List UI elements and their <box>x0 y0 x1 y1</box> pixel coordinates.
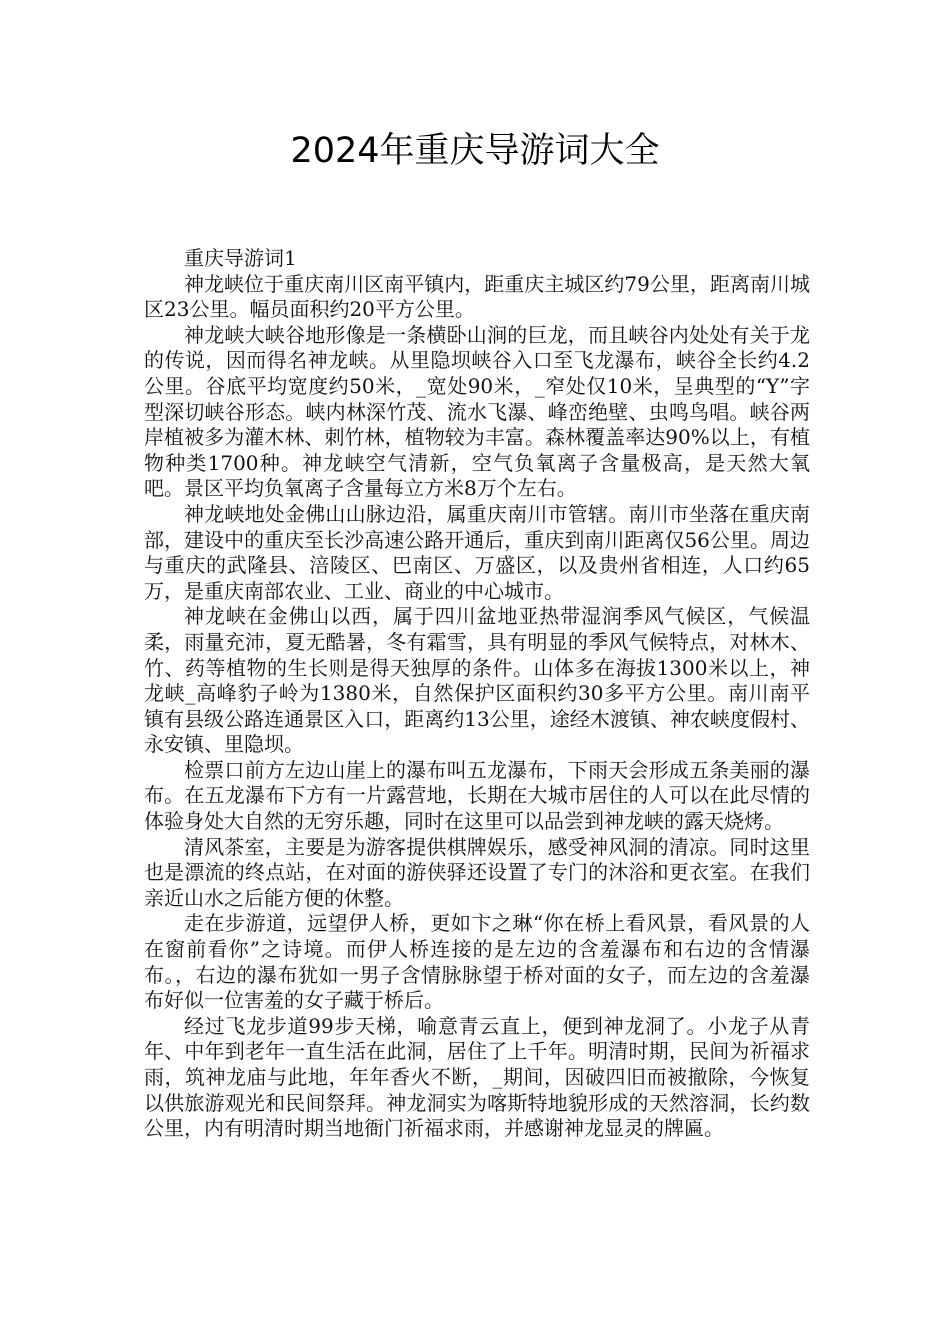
paragraph: 神龙峡在金佛山以西，属于四川盆地亚热带湿润季风气候区，气候温柔，雨量充沛，夏无酷暑，冬有霜雪，具有明显的季风气候特点，对林木、竹、药等植物的生长则是得天独厚的条件。山体多在海拔1300米以上，神龙峡_高峰豹子岭为1380米，自然保护区面积约30多平方公里。南川南平镇有县级公路连通景区入口，距离约13公里，途经木渡镇、神农峡度假村、永安镇、里隐坝。 <box>144 604 810 757</box>
paragraph: 清风茶室，主要是为游客提供棋牌娱乐，感受神风洞的清凉。同时这里也是漂流的终点站，在对面的游侠驿还设置了专门的沐浴和更衣室。在我们亲近山水之后能方便的休整。 <box>144 834 810 910</box>
paragraph: 神龙峡地处金佛山山脉边沿，属重庆南川市管辖。南川市坐落在重庆南部，建设中的重庆至长沙高速公路开通后，重庆到南川距离仅56公里。周边与重庆的武隆县、涪陵区、巴南区、万盛区，以及贵州省相连，人口约65万，是重庆南部农业、工业、商业的中心城市。 <box>144 501 810 603</box>
paragraph: 检票口前方左边山崖上的瀑布叫五龙瀑布，下雨天会形成五条美丽的瀑布。在五龙瀑布下方有一片露营地，长期在大城市居住的人可以在此尽情的体验身处大自然的无穷乐趣，同时在这里可以品尝到神龙峡的露天烧烤。 <box>144 757 810 834</box>
paragraph: 经过飞龙步道99步天梯，喻意青云直上，便到神龙洞了。小龙子从青年、中年到老年一直生活在此洞，居住了上千年。明清时期，民间为祈福求雨，筑神龙庙与此地，年年香火不断，_期间，因破四旧而被撤除，今恢复以供旅游观光和民间祭拜。神龙洞实为喀斯特地貌形成的天然溶洞，长约数公里，内有明清时期当地衙门祈福求雨，并感谢神龙显灵的牌匾。 <box>144 1013 810 1141</box>
paragraph: 神龙峡大峡谷地形像是一条横卧山涧的巨龙，而且峡谷内处处有关于龙的传说，因而得名神龙峡。从里隐坝峡谷入口至飞龙瀑布，峡谷全长约4.2公里。谷底平均宽度约50米，_宽处90米，_窄处仅10米，呈典型的“Y”字型深切峡谷形态。峡内林深竹茂、流水飞瀑、峰峦绝壁、虫鸣鸟唱。峡谷两岸植被多为灌木林、刺竹林，植物较为丰富。森林覆盖率达90%以上，有植物种类1700种。神龙峡空气清新，空气负氧离子含量极高，是天然大氧吧。景区平均负氧离子含量每立方米8万个左右。 <box>144 322 810 501</box>
section-heading: 重庆导游词1 <box>184 246 297 270</box>
paragraph: 走在步游道，远望伊人桥，更如卞之琳“你在桥上看风景，看风景的人在窗前看你”之诗境。而伊人桥连接的是左边的含羞瀑布和右边的含情瀑布。，右边的瀑布犹如一男子含情脉脉望于桥对面的女子，而左边的含羞瀑布好似一位害羞的女子藏于桥后。 <box>144 911 810 1013</box>
document-body <box>144 246 810 1142</box>
paragraph: 神龙峡位于重庆南川区南平镇内，距重庆主城区约79公里，距离南川城区23公里。幅员面积约20平方公里。 <box>144 271 810 322</box>
document-title: 2024年重庆导游词大全 <box>290 131 660 171</box>
